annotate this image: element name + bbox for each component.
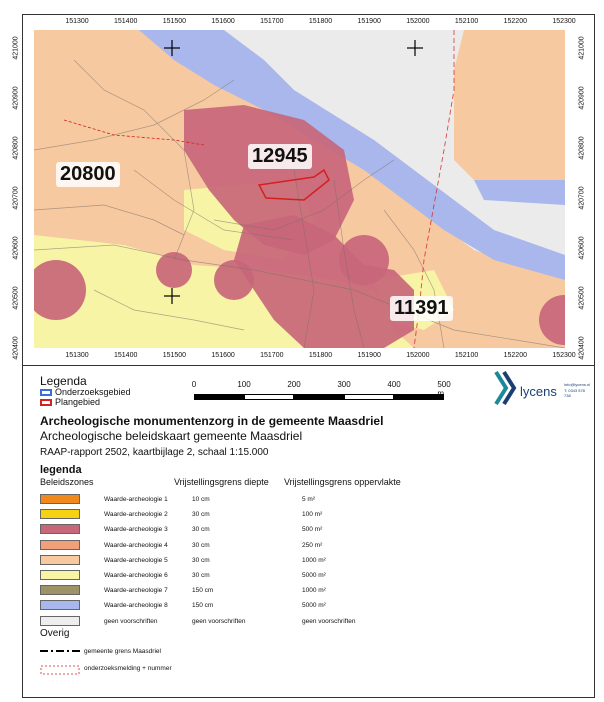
y-tick-label: 420700 <box>12 186 20 210</box>
legend-swatch <box>40 540 80 550</box>
y-tick-label: 420500 <box>578 286 586 310</box>
scale-segment <box>294 394 344 400</box>
legend-row <box>40 616 580 628</box>
y-tick-label: 420700 <box>578 186 586 210</box>
legend-depth: 10 cm <box>192 496 210 503</box>
scale-label: 500 <box>437 380 451 389</box>
zone-waarde-3 <box>156 252 192 288</box>
legend-swatch <box>40 524 80 534</box>
legend-row <box>40 524 580 536</box>
x-tick-label: 151400 <box>114 18 138 25</box>
col-area-header: Vrijstellingsgrens oppervlakte <box>284 477 401 487</box>
lycens-logo-icon <box>492 370 520 406</box>
onderzoeksgebied-label: Onderzoeksgebied <box>55 387 131 397</box>
legend-depth: 30 cm <box>192 572 210 579</box>
scale-segment <box>194 394 244 400</box>
scale-label: 200 <box>287 380 301 389</box>
x-tick-label: 152300 <box>552 352 576 359</box>
x-tick-label: 151300 <box>65 352 89 359</box>
x-tick-label: 151500 <box>162 18 187 25</box>
x-tick-label: 152000 <box>406 18 430 25</box>
x-tick-label: 151500 <box>162 352 187 359</box>
legend-swatch <box>40 555 80 565</box>
legend-depth: 150 cm <box>192 587 214 595</box>
y-tick-label: 420800 <box>578 136 586 160</box>
zone-label-20800: 20800 <box>56 162 120 187</box>
y-tick-label: 420900 <box>12 86 20 110</box>
legend-area: 5000 m² <box>302 602 326 610</box>
zone-label-12945: 12945 <box>248 144 312 169</box>
y-tick-label: 420500 <box>12 286 20 310</box>
y-tick-label: 420600 <box>12 236 20 260</box>
legend-title: Legenda <box>40 374 87 388</box>
plangebied-label: Plangebied <box>55 397 101 407</box>
legend-depth: 30 cm <box>192 526 210 534</box>
legend-zone-name: Waarde-archeologie 6 <box>104 572 168 579</box>
gemeente-grens-swatch <box>40 648 80 654</box>
x-tick-label: 152300 <box>552 18 576 25</box>
legend-depth: 30 cm <box>192 541 210 549</box>
x-tick-label: 151900 <box>357 18 381 25</box>
legend-row <box>40 570 580 582</box>
legend-area: geen voorschriften <box>302 617 356 625</box>
onderzoeksmelding-label: onderzoeksmelding + nummer <box>84 665 172 672</box>
logo-phone: T: 0343 578 738 <box>564 388 585 398</box>
col-zones-header: Beleidszones <box>40 477 94 487</box>
legend-depth: 30 cm <box>192 511 210 519</box>
legend-swatch <box>40 585 80 595</box>
legend-zone-name: Waarde-archeologie 1 <box>104 496 168 503</box>
y-tick-label: 420900 <box>578 86 586 110</box>
legend-depth: geen voorschriften <box>192 617 246 625</box>
x-tick-label: 152200 <box>503 352 527 359</box>
map-canvas[interactable] <box>34 30 565 348</box>
legend-item-onderzoeksgebied <box>40 387 131 397</box>
x-tick-label: 151800 <box>308 18 333 25</box>
legend-row <box>40 585 580 597</box>
zone-waarde-3 <box>339 235 389 285</box>
zone-waarde-3 <box>214 260 254 300</box>
x-tick-label: 151900 <box>357 352 381 359</box>
x-tick-label: 152100 <box>454 18 479 25</box>
report-reference: RAAP-rapport 2502, kaartbijlage 2, schaal 1:15.000 <box>40 447 269 458</box>
scale-label: 300 <box>337 380 351 389</box>
legend-area: 1000 m² <box>302 556 326 564</box>
legend-row <box>40 509 580 521</box>
legend-zone-name: geen voorschriften <box>104 617 158 625</box>
zone-label-11391: 11391 <box>390 296 453 321</box>
zone-waarde-5 <box>454 30 565 180</box>
x-tick-label: 152100 <box>454 352 479 359</box>
legend-swatch <box>40 616 80 626</box>
scale-segment <box>244 394 294 400</box>
legend-zone-name: Waarde-archeologie 5 <box>104 556 168 564</box>
x-tick-label: 151700 <box>260 18 284 25</box>
legend-area: 5000 m² <box>302 572 326 579</box>
document-subtitle: Archeologische beleidskaart gemeente Maasdriel <box>40 429 303 443</box>
legend-swatch <box>40 600 80 610</box>
legend-swatch <box>40 570 80 580</box>
legend-zone-name: Waarde-archeologie 4 <box>104 541 168 549</box>
legend-swatch <box>40 494 80 504</box>
x-tick-label: 151600 <box>211 352 235 359</box>
y-tick-label: 421000 <box>12 36 20 60</box>
logo-contact: info@lycens.nl <box>564 382 591 387</box>
scale-segment <box>344 394 394 400</box>
logo-name: lycens <box>520 384 557 399</box>
x-tick-label: 151300 <box>65 18 89 25</box>
legend-area: 5 m² <box>302 496 315 503</box>
onderzoeksmelding-swatch <box>40 665 80 675</box>
legend-swatch <box>40 509 80 519</box>
x-tick-label: 151600 <box>211 18 235 25</box>
plangebied-swatch <box>40 399 52 406</box>
x-tick-label: 151400 <box>114 352 138 359</box>
legend-zone-name: Waarde-archeologie 7 <box>104 587 168 595</box>
scale-bar <box>191 380 451 410</box>
y-tick-label: 420800 <box>12 136 20 160</box>
onderzoeksgebied-swatch <box>40 389 52 396</box>
scale-label: 0 <box>191 380 197 389</box>
scale-label: 400 <box>387 380 401 389</box>
legend-zone-name: Waarde-archeologie 3 <box>104 526 168 534</box>
scale-label: 100 <box>237 380 251 389</box>
legend-zone-name: Waarde-archeologie 8 <box>104 602 168 610</box>
x-tick-label: 152200 <box>503 18 527 25</box>
y-tick-label: 420400 <box>578 336 586 360</box>
legend-panel <box>22 366 595 698</box>
lycens-logo <box>492 370 592 410</box>
scale-segment <box>394 394 444 400</box>
y-tick-label: 421000 <box>578 36 586 60</box>
x-tick-label: 151800 <box>308 352 333 359</box>
legend-item-plangebied <box>40 397 100 407</box>
legend-row <box>40 555 580 567</box>
legend-gemeente-grens <box>40 648 161 656</box>
y-tick-label: 420400 <box>12 336 20 360</box>
legend-area: 1000 m² <box>302 587 326 595</box>
legenda-heading: legenda <box>40 464 82 476</box>
x-tick-label: 152000 <box>406 352 430 359</box>
legend-depth: 30 cm <box>192 556 210 564</box>
legend-depth: 150 cm <box>192 602 214 610</box>
y-tick-label: 420600 <box>578 236 586 260</box>
col-depth-header: Vrijstellingsgrens diepte <box>174 477 269 487</box>
gemeente-grens-label: gemeente grens Maasdriel <box>84 648 161 655</box>
legend-area: 100 m² <box>302 511 323 519</box>
legend-row <box>40 540 580 552</box>
legend-row <box>40 600 580 612</box>
legend-area: 500 m² <box>302 526 323 534</box>
x-tick-label: 151700 <box>260 352 284 359</box>
legend-zone-name: Waarde-archeologie 2 <box>104 511 168 519</box>
overig-heading: Overig <box>40 628 70 639</box>
legend-area: 250 m² <box>302 541 323 549</box>
legend-row <box>40 494 580 506</box>
legend-onderzoeksmelding <box>40 665 172 677</box>
document-title: Archeologische monumentenzorg in de gemeente Maasdriel <box>40 414 384 428</box>
